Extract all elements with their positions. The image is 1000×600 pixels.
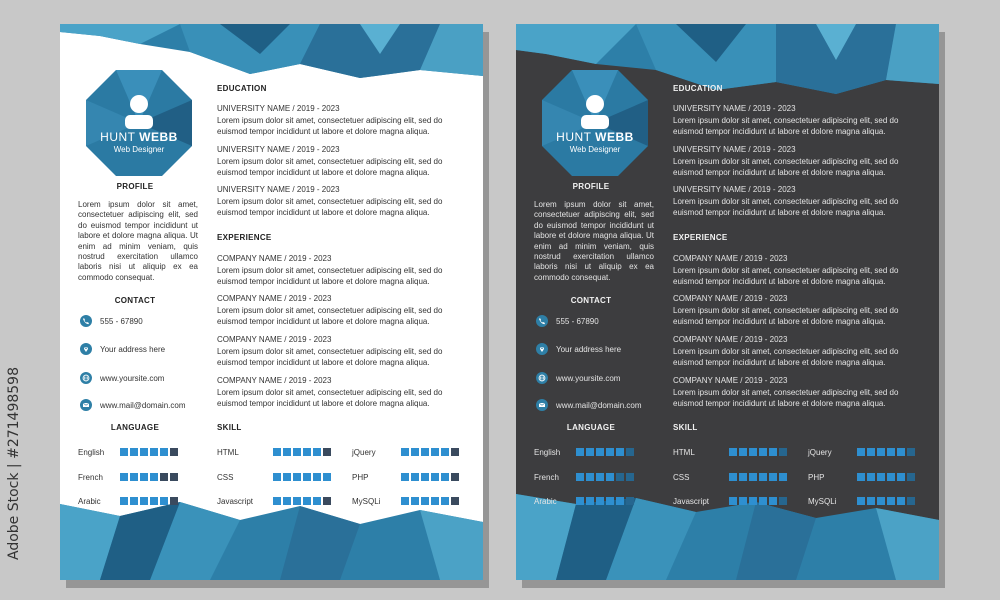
level-segment [877, 497, 885, 505]
level-segment [451, 448, 459, 456]
profile-text: Lorem ipsum dolor sit amet, consectetuer adipiscing elit, sed do euismod tempor incididunt ut labore et dolore magna aliqua. Ut enim ad minim veniam, quis nostrud exercitation ullamco laboris nisi ut aliquip ex ea commodo consequat. [534, 200, 654, 282]
level-segment [451, 497, 459, 505]
contact-phone: 555 - 67890 [80, 314, 143, 328]
level-segment [323, 497, 331, 505]
education-entry-title: UNIVERSITY NAME / 2019 - 2023 [217, 104, 340, 113]
level-segment [140, 497, 148, 505]
level-segment [401, 473, 409, 481]
level-segment [576, 473, 584, 481]
experience-entry-title: COMPANY NAME / 2019 - 2023 [673, 294, 788, 303]
language-level-bar [120, 473, 178, 481]
globe-icon [536, 372, 548, 384]
level-segment [323, 448, 331, 456]
level-segment [877, 473, 885, 481]
profile-heading: PROFILE [572, 182, 610, 191]
experience-heading: EXPERIENCE [673, 233, 728, 242]
skill-name: HTML [673, 448, 695, 457]
level-segment [140, 448, 148, 456]
level-segment [441, 448, 449, 456]
skill-level-bar [729, 473, 787, 481]
contact-email: www.mail@domain.com [80, 398, 185, 412]
language-heading: LANGUAGE [110, 423, 160, 432]
level-segment [616, 448, 624, 456]
experience-entry-title: COMPANY NAME / 2019 - 2023 [217, 254, 332, 263]
skill-name: PHP [808, 473, 825, 482]
profile-heading: PROFILE [116, 182, 154, 191]
level-segment [616, 497, 624, 505]
level-segment [273, 473, 281, 481]
level-segment [451, 473, 459, 481]
level-segment [759, 497, 767, 505]
contact-address: Your address here [80, 342, 165, 356]
skill-level-bar [857, 473, 915, 481]
level-segment [273, 497, 281, 505]
level-segment [293, 448, 301, 456]
education-entry-title: UNIVERSITY NAME / 2019 - 2023 [673, 145, 796, 154]
level-segment [130, 448, 138, 456]
level-segment [170, 448, 178, 456]
experience-entry-text: Lorem ipsum dolor sit amet, consectetuer adipiscing elit, sed do euismod tempor incididunt ut labore et dolore magna aliqua. [673, 306, 899, 326]
person-name: HUNT WEBB [100, 130, 178, 144]
level-segment [907, 473, 915, 481]
level-segment [739, 473, 747, 481]
experience-entry-text: Lorem ipsum dolor sit amet, consectetuer adipiscing elit, sed do euismod tempor incididunt ut labore et dolore magna aliqua. [673, 388, 899, 408]
level-segment [576, 497, 584, 505]
experience-entry-text: Lorem ipsum dolor sit amet, consectetuer adipiscing elit, sed do euismod tempor incididunt ut labore et dolore magna aliqua. [217, 306, 443, 326]
skill-name: HTML [217, 448, 239, 457]
person-role: Web Designer [113, 145, 165, 154]
level-segment [586, 448, 594, 456]
skill-level-bar [857, 497, 915, 505]
skill-level-bar [729, 497, 787, 505]
level-segment [759, 448, 767, 456]
stock-id-label: Adobe Stock | #271498598 [6, 367, 22, 560]
level-segment [576, 448, 584, 456]
level-segment [897, 448, 905, 456]
level-segment [626, 497, 634, 505]
level-segment [421, 473, 429, 481]
level-segment [779, 497, 787, 505]
level-segment [150, 473, 158, 481]
level-segment [887, 473, 895, 481]
skill-level-bar [273, 473, 331, 481]
language-name: English [534, 448, 561, 457]
person-name: HUNT WEBB [556, 130, 634, 144]
education-entry-title: UNIVERSITY NAME / 2019 - 2023 [217, 145, 340, 154]
level-segment [867, 448, 875, 456]
level-segment [867, 473, 875, 481]
level-segment [441, 497, 449, 505]
level-segment [323, 473, 331, 481]
level-segment [150, 448, 158, 456]
skill-heading: SKILL [217, 423, 242, 432]
level-segment [887, 448, 895, 456]
education-entry-text: Lorem ipsum dolor sit amet, consectetuer adipiscing elit, sed do euismod tempor incididunt ut labore et dolore magna aliqua. [673, 116, 899, 136]
education-entry-text: Lorem ipsum dolor sit amet, consectetuer adipiscing elit, sed do euismod tempor incididunt ut labore et dolore magna aliqua. [673, 197, 899, 217]
level-segment [303, 448, 311, 456]
skill-name: CSS [217, 473, 234, 482]
contact-website: www.yoursite.com [80, 371, 164, 385]
level-segment [897, 497, 905, 505]
contact-heading: CONTACT [114, 296, 156, 305]
resume-page-dark [516, 24, 939, 580]
experience-heading: EXPERIENCE [217, 233, 272, 242]
skill-name: jQuery [352, 448, 376, 457]
level-segment [749, 448, 757, 456]
experience-entry-text: Lorem ipsum dolor sit amet, consectetuer adipiscing elit, sed do euismod tempor incididunt ut labore et dolore magna aliqua. [673, 347, 899, 367]
level-segment [283, 448, 291, 456]
education-heading: EDUCATION [217, 84, 267, 93]
experience-entry-title: COMPANY NAME / 2019 - 2023 [217, 376, 332, 385]
language-level-bar [576, 497, 634, 505]
level-segment [907, 497, 915, 505]
experience-entry-title: COMPANY NAME / 2019 - 2023 [673, 254, 788, 263]
level-segment [120, 448, 128, 456]
person-role: Web Designer [569, 145, 621, 154]
experience-entry-text: Lorem ipsum dolor sit amet, consectetuer adipiscing elit, sed do euismod tempor incididunt ut labore et dolore magna aliqua. [673, 266, 899, 286]
contact-address: Your address here [536, 342, 621, 356]
contact-email: www.mail@domain.com [536, 398, 641, 412]
skill-level-bar [729, 448, 787, 456]
level-segment [857, 473, 865, 481]
skill-level-bar [273, 497, 331, 505]
skill-name: PHP [352, 473, 369, 482]
level-segment [130, 497, 138, 505]
level-segment [120, 473, 128, 481]
skill-level-bar [857, 448, 915, 456]
location-pin-icon [536, 343, 548, 355]
education-heading: EDUCATION [673, 84, 723, 93]
level-segment [411, 448, 419, 456]
level-segment [749, 473, 757, 481]
level-segment [729, 473, 737, 481]
level-segment [887, 497, 895, 505]
level-segment [759, 473, 767, 481]
level-segment [779, 448, 787, 456]
education-entry-text: Lorem ipsum dolor sit amet, consectetuer adipiscing elit, sed do euismod tempor incididunt ut labore et dolore magna aliqua. [217, 197, 443, 217]
level-segment [421, 448, 429, 456]
level-segment [729, 497, 737, 505]
level-segment [273, 448, 281, 456]
skill-level-bar [401, 497, 459, 505]
profile-badge-octagon [84, 68, 194, 178]
level-segment [586, 473, 594, 481]
level-segment [596, 448, 604, 456]
level-segment [313, 473, 321, 481]
level-segment [857, 497, 865, 505]
level-segment [170, 473, 178, 481]
skill-name: MySQLi [808, 497, 837, 506]
level-segment [626, 448, 634, 456]
level-segment [150, 497, 158, 505]
level-segment [283, 497, 291, 505]
level-segment [313, 497, 321, 505]
phone-icon [80, 315, 92, 327]
level-segment [606, 497, 614, 505]
level-segment [877, 448, 885, 456]
education-entry-text: Lorem ipsum dolor sit amet, consectetuer adipiscing elit, sed do euismod tempor incididunt ut labore et dolore magna aliqua. [673, 157, 899, 177]
resume-page-light [60, 24, 483, 580]
level-segment [313, 448, 321, 456]
mail-icon [536, 399, 548, 411]
level-segment [596, 473, 604, 481]
level-segment [749, 497, 757, 505]
education-entry-text: Lorem ipsum dolor sit amet, consectetuer adipiscing elit, sed do euismod tempor incididunt ut labore et dolore magna aliqua. [217, 116, 443, 136]
level-segment [170, 497, 178, 505]
language-name: Arabic [78, 497, 101, 506]
language-name: French [78, 473, 103, 482]
level-segment [140, 473, 148, 481]
level-segment [739, 497, 747, 505]
experience-entry-title: COMPANY NAME / 2019 - 2023 [217, 294, 332, 303]
experience-entry-title: COMPANY NAME / 2019 - 2023 [217, 335, 332, 344]
location-pin-icon [80, 343, 92, 355]
phone-icon [536, 315, 548, 327]
education-entry-title: UNIVERSITY NAME / 2019 - 2023 [673, 104, 796, 113]
level-segment [160, 473, 168, 481]
language-level-bar [120, 448, 178, 456]
level-segment [897, 473, 905, 481]
level-segment [606, 473, 614, 481]
profile-badge-octagon [540, 68, 650, 178]
level-segment [769, 473, 777, 481]
level-segment [411, 497, 419, 505]
level-segment [626, 473, 634, 481]
language-level-bar [576, 473, 634, 481]
level-segment [769, 497, 777, 505]
level-segment [283, 473, 291, 481]
level-segment [401, 497, 409, 505]
language-level-bar [120, 497, 178, 505]
level-segment [431, 497, 439, 505]
level-segment [586, 497, 594, 505]
education-entry-title: UNIVERSITY NAME / 2019 - 2023 [673, 185, 796, 194]
skill-name: jQuery [808, 448, 832, 457]
level-segment [303, 497, 311, 505]
skill-name: MySQLi [352, 497, 381, 506]
level-segment [729, 448, 737, 456]
level-segment [606, 448, 614, 456]
skill-name: Javascript [673, 497, 710, 506]
skill-level-bar [401, 448, 459, 456]
skill-heading: SKILL [673, 423, 698, 432]
level-segment [779, 473, 787, 481]
experience-entry-text: Lorem ipsum dolor sit amet, consectetuer adipiscing elit, sed do euismod tempor incididunt ut labore et dolore magna aliqua. [217, 347, 443, 367]
level-segment [739, 448, 747, 456]
language-name: Arabic [534, 497, 557, 506]
level-segment [857, 448, 865, 456]
level-segment [160, 448, 168, 456]
experience-entry-text: Lorem ipsum dolor sit amet, consectetuer adipiscing elit, sed do euismod tempor incididunt ut labore et dolore magna aliqua. [217, 388, 443, 408]
globe-icon [80, 372, 92, 384]
level-segment [303, 473, 311, 481]
level-segment [120, 497, 128, 505]
experience-entry-title: COMPANY NAME / 2019 - 2023 [673, 376, 788, 385]
level-segment [160, 497, 168, 505]
level-segment [431, 473, 439, 481]
profile-text: Lorem ipsum dolor sit amet, consectetuer adipiscing elit, sed do euismod tempor incididunt ut labore et dolore magna aliqua. Ut enim ad minim veniam, quis nostrud exercitation ullamco laboris nisi ut aliquip ex ea commodo consequat. [78, 200, 198, 282]
level-segment [401, 448, 409, 456]
language-name: English [78, 448, 105, 457]
contact-website: www.yoursite.com [536, 371, 620, 385]
level-segment [293, 473, 301, 481]
contact-phone: 555 - 67890 [536, 314, 599, 328]
level-segment [293, 497, 301, 505]
language-heading: LANGUAGE [566, 423, 616, 432]
level-segment [907, 448, 915, 456]
level-segment [411, 473, 419, 481]
experience-entry-text: Lorem ipsum dolor sit amet, consectetuer adipiscing elit, sed do euismod tempor incididunt ut labore et dolore magna aliqua. [217, 266, 443, 286]
level-segment [130, 473, 138, 481]
level-segment [769, 448, 777, 456]
skill-level-bar [401, 473, 459, 481]
mail-icon [80, 399, 92, 411]
education-entry-title: UNIVERSITY NAME / 2019 - 2023 [217, 185, 340, 194]
education-entry-text: Lorem ipsum dolor sit amet, consectetuer adipiscing elit, sed do euismod tempor incididunt ut labore et dolore magna aliqua. [217, 157, 443, 177]
level-segment [421, 497, 429, 505]
level-segment [431, 448, 439, 456]
contact-heading: CONTACT [570, 296, 612, 305]
level-segment [441, 473, 449, 481]
language-name: French [534, 473, 559, 482]
level-segment [616, 473, 624, 481]
skill-level-bar [273, 448, 331, 456]
experience-entry-title: COMPANY NAME / 2019 - 2023 [673, 335, 788, 344]
skill-name: CSS [673, 473, 690, 482]
language-level-bar [576, 448, 634, 456]
level-segment [867, 497, 875, 505]
skill-name: Javascript [217, 497, 254, 506]
level-segment [596, 497, 604, 505]
